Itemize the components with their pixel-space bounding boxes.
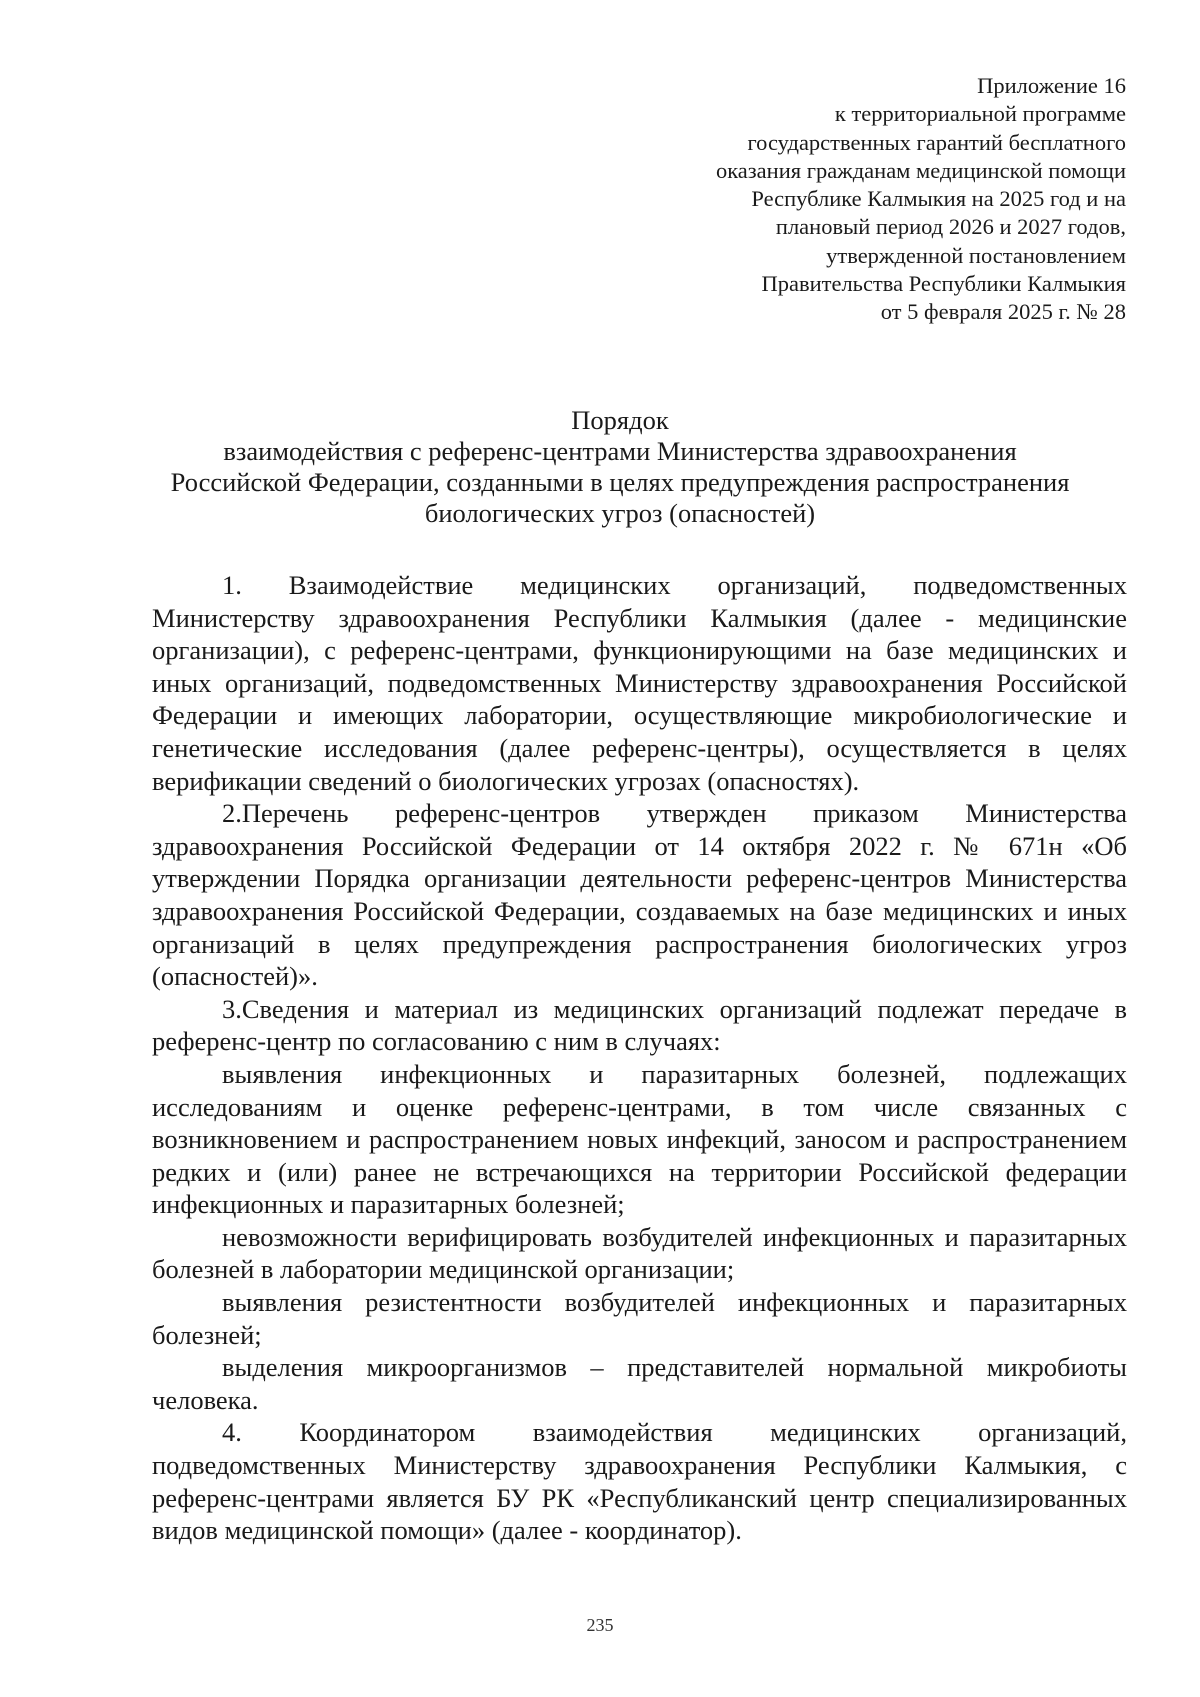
appendix-line: утвержденной постановлением [826, 242, 1126, 268]
appendix-line: Республике Калмыкия на 2025 год и на [751, 186, 1126, 212]
appendix-line: оказания гражданам медицинской помощи [715, 157, 1126, 183]
paragraph-case-4: выделения микроорганизмов – представителей нормальной микробиоты человека. [152, 1352, 1127, 1415]
paragraph-1: 1. Взаимодействие медицинских организаций, подведомственных Министерству здравоохранения Республики Калмыкия (далее - медицинские организации), с референс-центрами, функционирующими на базе медицинских и иных организаций, подведомственных Министерству здравоохранения Российской Федерации и имеющих лаборатории, осуществляющие микробиологические и генетические исследования (далее референс-центры), осуществляется в целях верификации сведений о биологических угрозах (опасностях). [152, 570, 1127, 796]
title-subtitle-line: взаимодействия с референс-центрами Министерства здравоохранения [223, 436, 1017, 466]
page-number: 235 [586, 1615, 614, 1635]
appendix-header [606, 72, 1126, 327]
paragraph-2: 2.Перечень референс-центров утвержден приказом Министерства здравоохранения Российской Федерации от 14 октября 2022 г. № 671н «Об утверждении Порядка организации деятельности референс-центров Министерства здравоохранения Российской Федерации, создаваемых на базе медицинских и иных организаций в целях предупреждения распространения биологических угроз (опасностей)». [152, 798, 1127, 992]
appendix-line: к территориальной программе [834, 101, 1126, 127]
appendix-line: Правительства Республики Калмыкия [761, 271, 1126, 297]
appendix-line: плановый период 2026 и 2027 годов, [775, 214, 1126, 240]
title-subtitle-line: Российской Федерации, созданными в целях предупреждения распространения [170, 467, 1070, 497]
appendix-line: от 5 февраля 2025 г. № 28 [880, 299, 1126, 325]
appendix-line: Приложение 16 [977, 73, 1126, 98]
paragraph-3: 3.Сведения и материал из медицинских организаций подлежат передаче в референс-центр по согласованию с ним в случаях: [152, 993, 1127, 1057]
paragraph-case-3: выявления резистентности возбудителей инфекционных и паразитарных болезней; [152, 1287, 1127, 1350]
document-body [152, 569, 1127, 1547]
title-heading: Порядок [571, 405, 669, 435]
appendix-line: государственных гарантий бесплатного [747, 129, 1126, 155]
paragraph-case-1: выявления инфекционных и паразитарных болезней, подлежащих исследованиям и оценке референс-центрами, в том числе связанных с возникновением и распространением новых инфекций, заносом и распространением редких и (или) ранее не встречающихся на территории Российской федерации инфекционных и паразитарных болезней; [152, 1058, 1127, 1220]
paragraph-case-2: невозможности верифицировать возбудителей инфекционных и паразитарных болезней в лаборатории медицинской организации; [152, 1221, 1127, 1285]
title-subtitle-line: биологических угроз (опасностей) [424, 498, 816, 528]
document-title [140, 405, 1100, 529]
paragraph-4: 4. Координатором взаимодействия медицинских организаций, подведомственных Министерству здравоохранения Республики Калмыкия, с референс-центрами является БУ РК «Республиканский центр специализированных видов медицинской помощи» (далее - координатор). [152, 1417, 1127, 1546]
